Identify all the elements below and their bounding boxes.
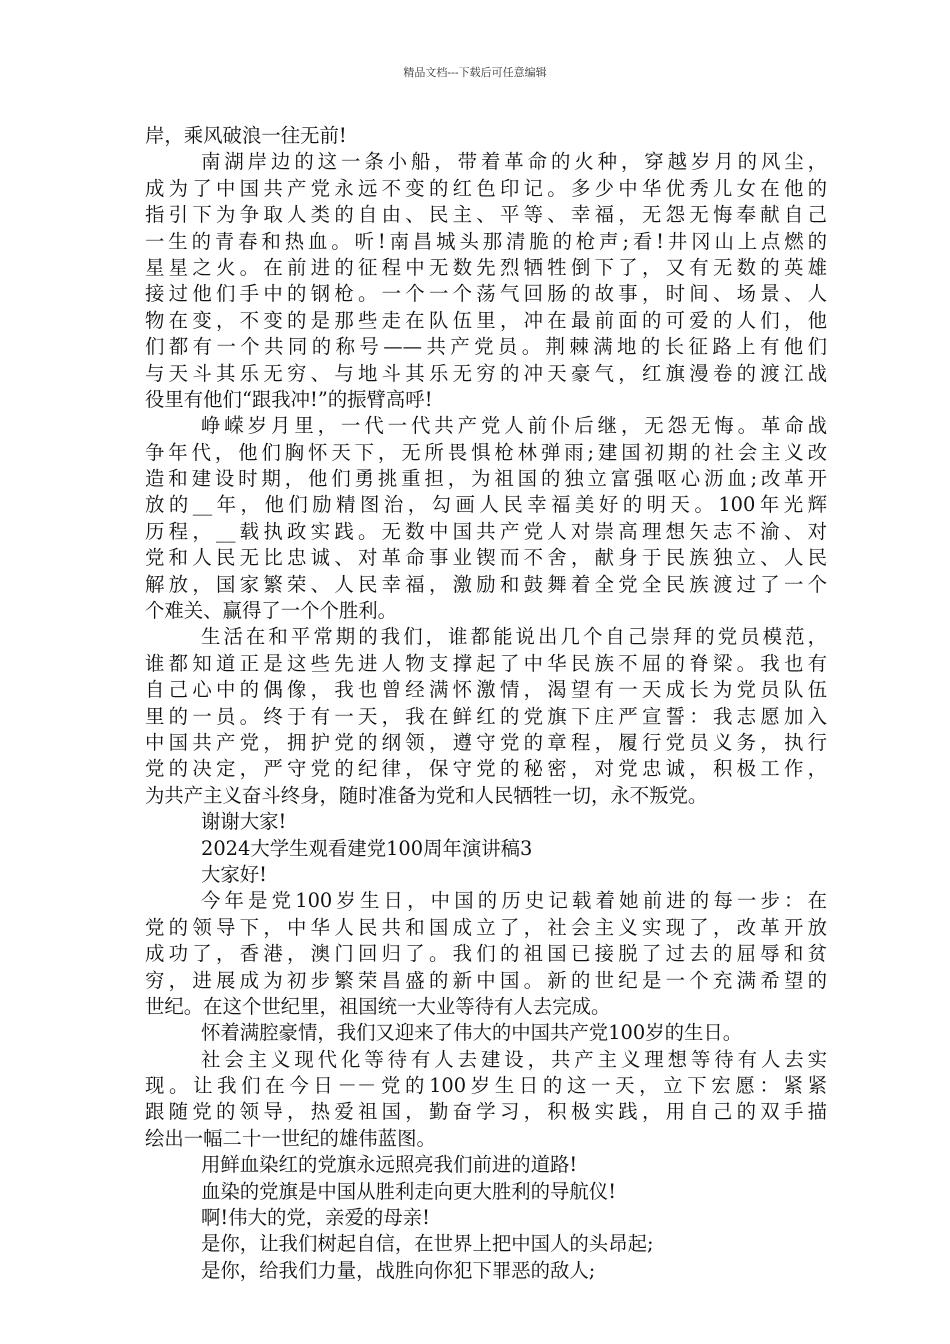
text-line: 现。让我们在今日－－党的100岁生日的这一天，立下宏愿：紧紧 (145, 1074, 827, 1098)
text-line: 南湖岸边的这一条小船，带着革命的火种，穿越岁月的风尘， (201, 150, 827, 174)
text-line: 里的一员。终于有一天，我在鲜红的党旗下庄严宣誓：我志愿加入 (145, 704, 827, 728)
text-line: 峥嵘岁月里，一代一代共产党人前仆后继，无怨无悔。革命战 (201, 414, 827, 438)
text-line: 是你，给我们力量，战胜向你犯下罪恶的敌人; (201, 1258, 596, 1282)
text-line: 党和人民无比忠诚、对革命事业锲而不舍，献身于民族独立、人民 (145, 546, 827, 570)
text-line: 血染的党旗是中国从胜利走向更大胜利的导航仪! (201, 1179, 616, 1203)
text-line: 啊!伟大的党，亲爱的母亲! (201, 1206, 430, 1230)
document-body (145, 123, 827, 1284)
text-line: 与天斗其乐无穷、与地斗其乐无穷的冲天豪气，红旗漫卷的渡江战 (145, 361, 827, 385)
page-header: 精品文档---下载后可任意编辑 (403, 66, 547, 79)
text-line: 们都有一个共同的称号——共产党员。荆棘满地的长征路上有他们 (145, 335, 827, 359)
text-line: 物在变，不变的是那些走在队伍里，冲在最前面的可爱的人们，他 (145, 308, 827, 332)
text-line: 绘出一幅二十一世纪的雄伟蓝图。 (145, 1126, 436, 1150)
text-line: 接过他们手中的钢枪。一个一个荡气回肠的故事，时间、场景、人 (145, 282, 827, 306)
text-line: 2024大学生观看建党100周年演讲稿3 (201, 836, 533, 860)
text-line: 是你，让我们树起自信，在世界上把中国人的头昂起; (201, 1232, 654, 1256)
text-line: 历程，__载执政实践。无数中国共产党人对崇高理想矢志不渝、对 (145, 519, 827, 543)
text-line: 谁都知道正是这些先进人物支撑起了中华民族不屈的脊梁。我也有 (145, 651, 827, 675)
text-line: 党的决定，严守党的纪律，保守党的秘密，对党忠诚，积极工作， (145, 757, 827, 781)
text-line: 世纪。在这个世纪里，祖国统一大业等待有人去完成。 (145, 994, 611, 1018)
text-line: 用鲜血染红的党旗永远照亮我们前进的道路! (201, 1153, 578, 1177)
text-line: 解放，国家繁荣、人民幸福，激励和鼓舞着全党全民族渡过了一个 (145, 572, 827, 596)
text-line: 岸，乘风破浪一往无前! (145, 124, 347, 147)
text-line: 党的领导下，中华人民共和国成立了，社会主义实现了，改革开放 (145, 915, 827, 939)
text-line: 成功了，香港，澳门回归了。我们的祖国已接脱了过去的屈辱和贫 (145, 942, 827, 966)
text-line: 社会主义现代化等待有人去建设，共产主义理想等待有人去实 (201, 1047, 827, 1071)
text-line: 争年代，他们胸怀天下，无所畏惧枪林弹雨;建国初期的社会主义改 (145, 440, 827, 464)
text-line: 造和建设时期，他们勇挑重担，为祖国的独立富强呕心沥血;改革开 (145, 467, 827, 491)
text-line: 为共产主义奋斗终身，随时准备为党和人民牺牲一切，永不叛党。 (145, 783, 708, 807)
text-line: 谢谢大家! (201, 810, 287, 834)
text-line: 放的__年，他们励精图治，勾画人民幸福美好的明天。100年光辉 (145, 493, 827, 517)
text-line: 役里有他们“跟我冲!”的振臂高呼! (145, 387, 433, 411)
text-line: 中国共产党，拥护党的纲领，遵守党的章程，履行党员义务，执行 (145, 730, 827, 754)
text-line: 今年是党100岁生日，中国的历史记载着她前进的每一步：在 (201, 889, 827, 913)
text-line: 一生的青春和热血。听!南昌城头那清脆的枪声;看!井冈山上点燃的 (145, 229, 827, 253)
text-line: 怀着满腔豪情，我们又迎来了伟大的中国共产党100岁的生日。 (201, 1021, 743, 1045)
text-line: 星星之火。在前进的征程中无数先烈牺牲倒下了，又有无数的英雄 (145, 255, 827, 279)
text-line: 跟随党的领导，热爱祖国，勤奋学习，积极实践，用自己的双手描 (145, 1100, 827, 1124)
text-line: 指引下为争取人类的自由、民主、平等、幸福，无怨无悔奉献自己 (145, 203, 827, 227)
text-line: 生活在和平常期的我们，谁都能说出几个自己崇拜的党员模范， (201, 625, 827, 649)
text-line: 成为了中国共产党永远不变的红色印记。多少中华优秀儿女在他的 (145, 176, 827, 200)
text-line: 自己心中的偶像，我也曾经满怀激情，渴望有一天成长为党员队伍 (145, 678, 827, 702)
text-line: 穷，进展成为初步繁荣昌盛的新中国。新的世纪是一个充满希望的 (145, 968, 827, 992)
text-line: 大家好! (201, 862, 267, 886)
text-line: 个难关、赢得了一个个胜利。 (145, 599, 398, 623)
